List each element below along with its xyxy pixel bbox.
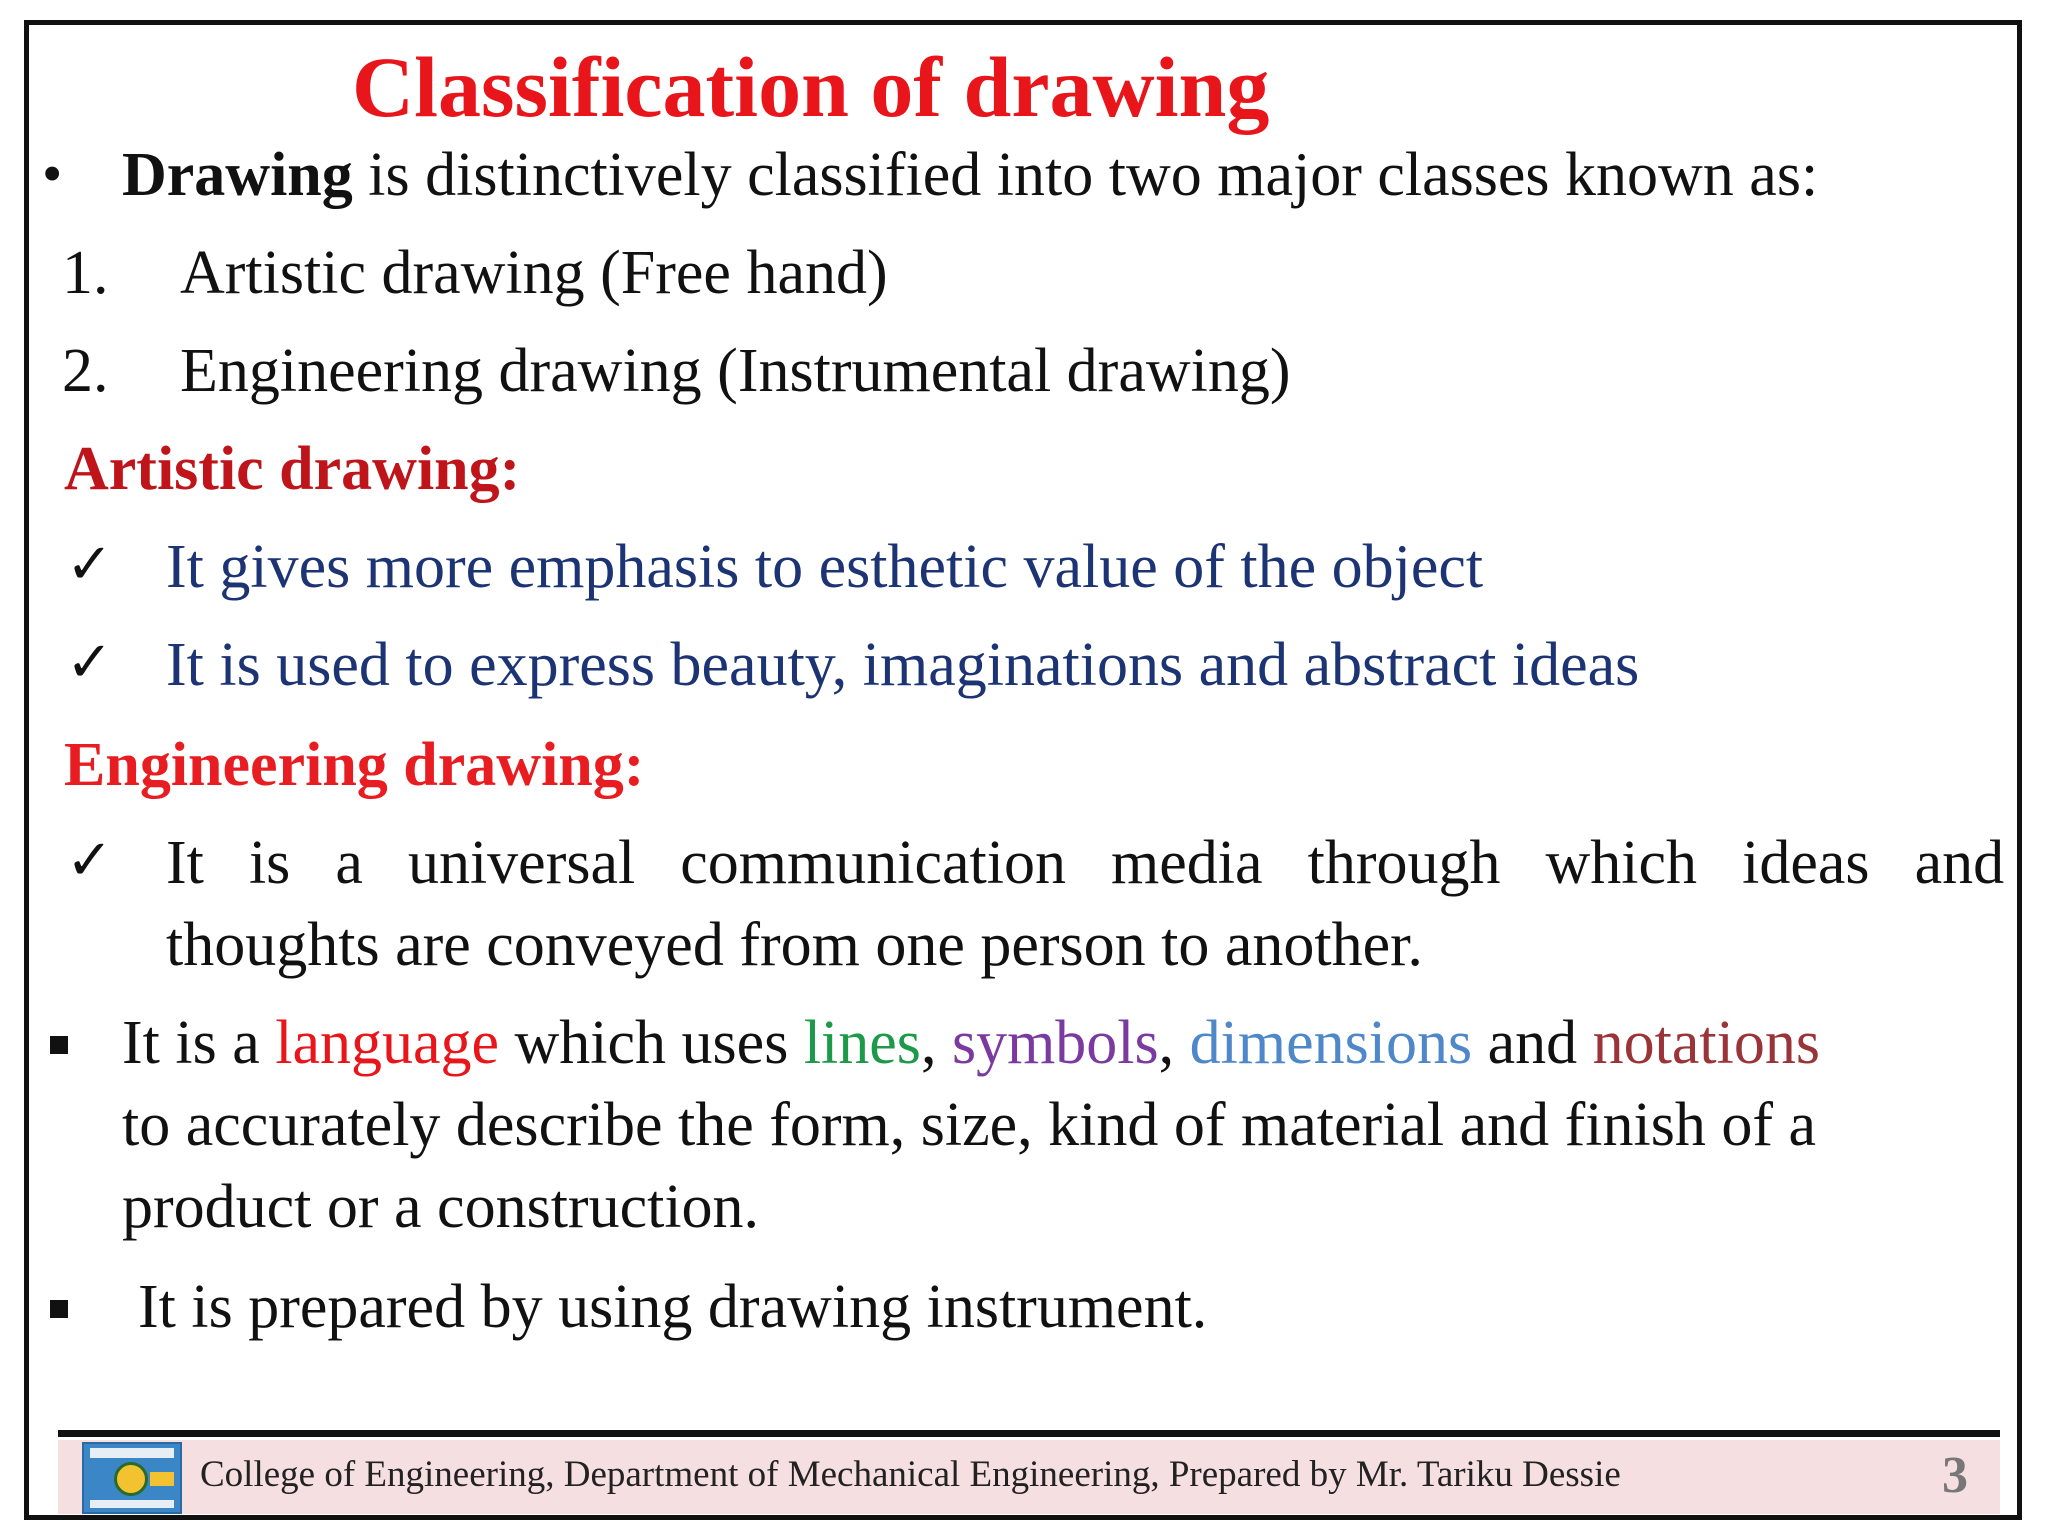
slide-title: Classification of drawing: [352, 39, 1270, 135]
word: a: [335, 829, 363, 897]
class-2-text: Engineering drawing (Instrumental drawing): [180, 337, 1291, 405]
class-1-text: Artistic drawing (Free hand): [180, 239, 888, 307]
word: and: [1914, 829, 2005, 897]
engineering-point-line-1: [166, 826, 2004, 900]
footer-rule: [58, 1430, 2000, 1437]
artistic-heading: Artistic drawing:: [64, 435, 521, 503]
word: ideas: [1742, 829, 1870, 897]
language-bullet-line-1: [122, 1006, 1820, 1080]
language-bullet-line-3: product or a construction.: [122, 1173, 760, 1241]
square-bullet-icon: [50, 1300, 68, 1318]
check-icon: ✓: [66, 830, 113, 892]
class-2-number: 2.: [62, 337, 109, 405]
word: is: [248, 829, 291, 897]
word: It: [166, 829, 204, 897]
word: universal: [407, 829, 636, 897]
word: media: [1111, 829, 1263, 897]
word: communication: [680, 829, 1066, 897]
university-logo-icon: [82, 1442, 182, 1514]
text: ,: [920, 1009, 952, 1077]
artistic-point-1: It gives more emphasis to esthetic value of the object: [166, 533, 1484, 601]
word: which: [1545, 829, 1698, 897]
text: ,: [1158, 1009, 1190, 1077]
check-icon: ✓: [66, 632, 113, 694]
class-1-number: 1.: [62, 239, 109, 307]
word-language: language: [275, 1009, 500, 1077]
engineering-heading: Engineering drawing:: [64, 731, 645, 799]
page-number: 3: [1942, 1447, 1968, 1504]
word: through: [1307, 829, 1501, 897]
text: and: [1472, 1009, 1593, 1077]
bullet-dot: •: [42, 141, 63, 206]
word-lines: lines: [803, 1009, 921, 1077]
intro-bold: Drawing: [122, 141, 353, 209]
engineering-point-line-2: thoughts are conveyed from one person to another.: [166, 911, 1423, 979]
word-symbols: symbols: [951, 1009, 1159, 1077]
word-notations: notations: [1592, 1009, 1820, 1077]
footer-text: College of Engineering, Department of Mechanical Engineering, Prepared by Mr. Tariku Dessie: [200, 1454, 1621, 1495]
language-bullet-line-2: to accurately describe the form, size, kind of material and finish of a: [122, 1091, 1817, 1159]
word-dimensions: dimensions: [1189, 1009, 1473, 1077]
intro-rest: is distinctively classified into two major classes known as:: [352, 141, 1819, 209]
intro-text: [122, 138, 1818, 212]
instrument-bullet: It is prepared by using drawing instrument.: [138, 1273, 1208, 1341]
artistic-point-2: It is used to express beauty, imaginations and abstract ideas: [166, 631, 1640, 699]
check-icon: ✓: [66, 534, 113, 596]
square-bullet-icon: [50, 1036, 68, 1054]
text: which uses: [499, 1009, 804, 1077]
text: It is a: [122, 1009, 276, 1077]
